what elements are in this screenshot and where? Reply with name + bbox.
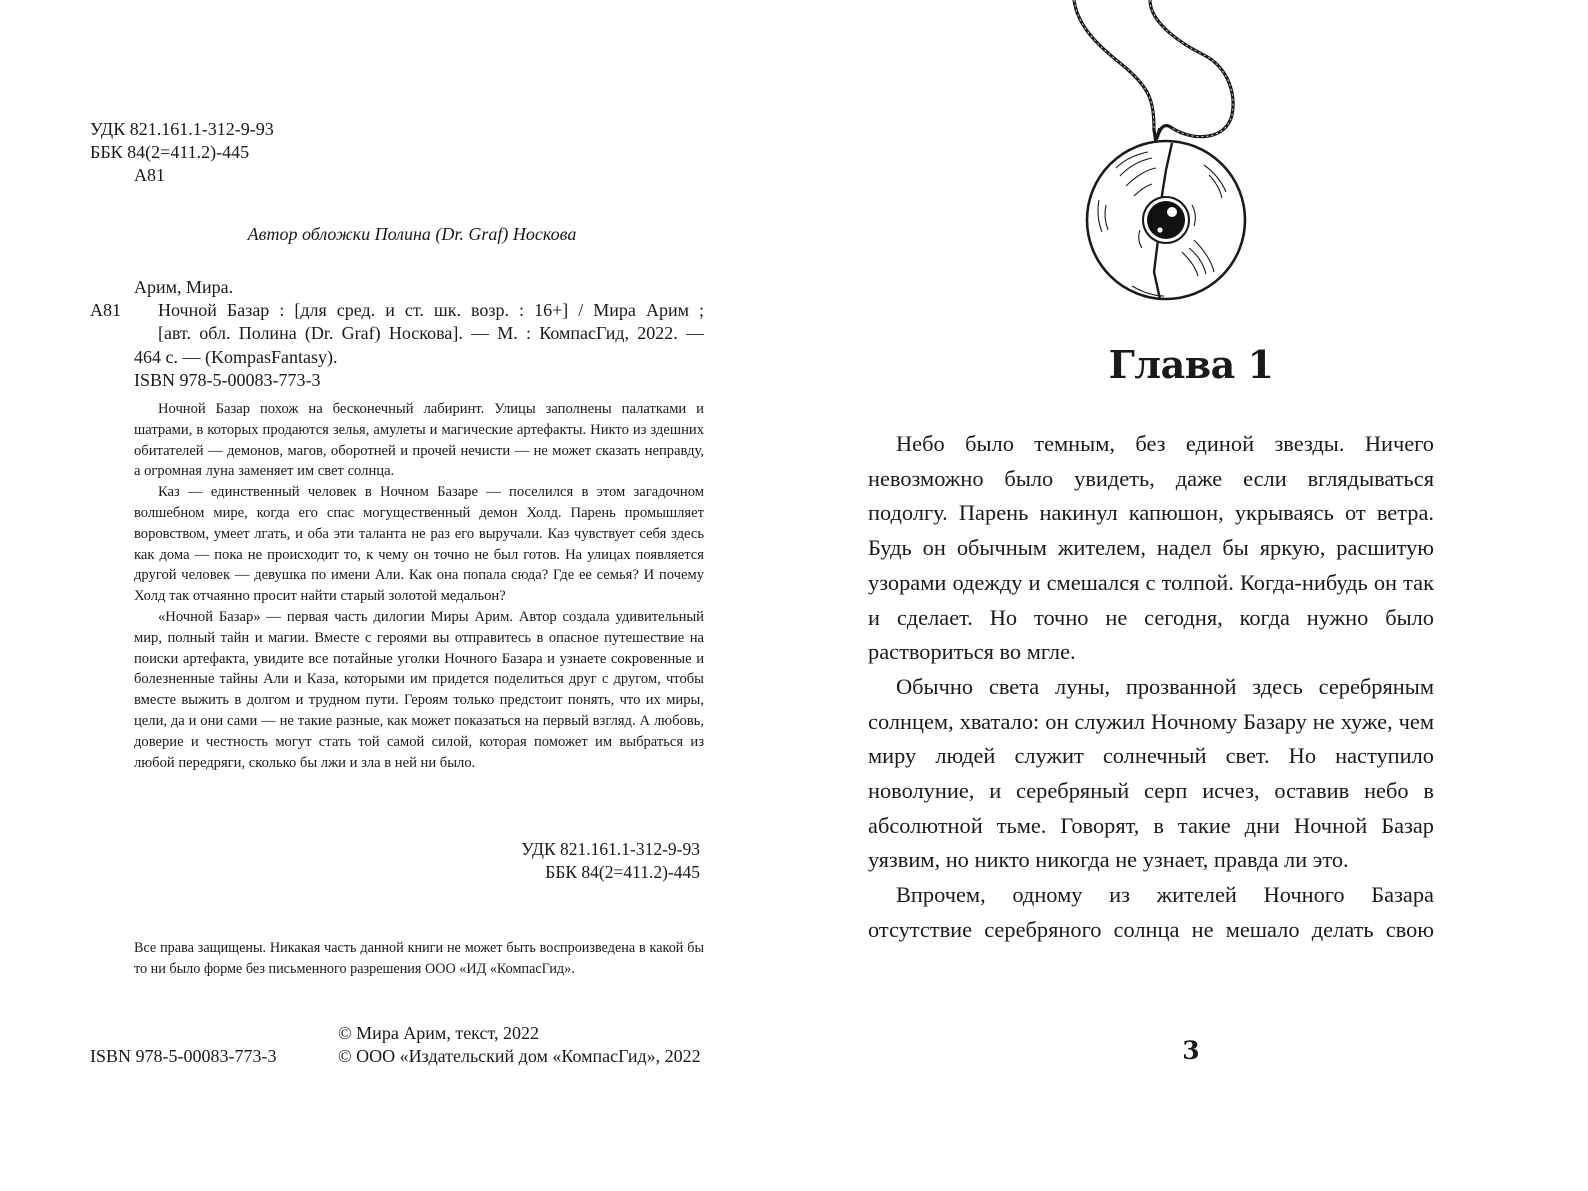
isbn: ISBN 978-5-00083-773-3 <box>90 1046 277 1066</box>
bibliographic-record <box>90 276 704 392</box>
cover-credit: Автор обложки Полина (Dr. Graf) Носкова <box>247 224 577 244</box>
udk-code: УДК 821.161.1-312-9-93 <box>521 839 700 859</box>
bbk-code: ББК 84(2=411.2)-445 <box>545 862 700 882</box>
author-sign: А81 <box>134 165 165 185</box>
copyright-publisher: © ООО «Издательский дом «КомпасГид», 2022 <box>338 1046 701 1066</box>
annotation <box>134 399 704 773</box>
classification-block <box>90 118 274 187</box>
annotation-codes <box>134 838 700 884</box>
chapter-title: Глава 1 <box>1108 342 1274 387</box>
body-paragraph: Небо было темным, без единой звезды. Ничего невозможно было увидеть, даже если вглядываться подолгу. Парень накинул капюшон, укрываясь от ветра. Будь он обычным жителем, надел бы яркую, расшитую узорами одежду и смешался с толпой. Когда-нибудь он так и сделает. Но точно не сегодня, когда нужно было раствориться во мгле. <box>868 431 1434 665</box>
author-heading: Арим, Мира. <box>134 277 234 297</box>
body-paragraph: Обычно света луны, прозванной здесь серебряным солнцем, хватало: он служил Ночному Базару не хуже, чем миру людей служит солнечный свет. Но наступило новолуние, и серебряный серп исчез, оставив небо в абсолютной тьме. Говорят, в такие дни Ночной Базар уязвим, но никто никогда не узнает, правда ли это. <box>868 673 1434 873</box>
annotation-paragraph: «Ночной Базар» — первая часть дилогии Миры Арим. Автор создала удивительный мир, полный тайн и магии. Вместе с героями вы отправитесь в опасное путешествие на поиски артефакта, увидите все потайные уголки Ночного Базара и узнаете сокровенные и болезненные тайны Али и Каза, которыми им придется поделиться друг с другом, чтобы вместе выжить в долгом и трудном пути. Героям только предстоит понять, что их миры, цели, да и они сами — не такие разные, как может показаться на первый взгляд. А любовь, доверие и честность могут стать той самой силой, которая поможет им выбраться из любой передряги, сколько бы лжи и зла в ней ни было. <box>134 608 704 771</box>
title-line: Ночной Базар : [для сред. и ст. шк. возр. : 16+] / Мира Арим ; <box>158 300 704 321</box>
udk-code: УДК 821.161.1-312-9-93 <box>90 119 274 139</box>
annotation-paragraph: Каз — единственный человек в Ночном Базаре — поселился в этом загадочном волшебном мире, когда его спас могущественный демон Холд. Парень промышляет воровством, умеет лгать, и оба эти таланта не раз его выручали. Каз чувствует себя здесь как дома — пока не происходит то, к чему он точно не был готов. На улицах появляется другой человек — девушка по имени Али. Как она попала сюда? Где ее семья? И почему Холд так отчаянно просит найти старый золотой медальон? <box>134 484 704 605</box>
copyright-text: © Мира Арим, текст, 2022 <box>338 1023 539 1043</box>
page-number: 3 <box>1182 1036 1200 1065</box>
right-page-chapter <box>794 0 1588 1191</box>
pages-series-line: 464 с. — (KompasFantasy). <box>134 346 338 367</box>
record-code: А81 <box>90 300 121 321</box>
title-line-2: [авт. обл. Полина (Dr. Graf) Носкова]. — М. : КомпасГид, 2022. — <box>158 323 704 344</box>
chapter-body <box>868 427 1434 948</box>
title-row <box>90 299 704 322</box>
medallion-illustration-icon <box>1054 0 1254 310</box>
copyright-block <box>338 1022 701 1068</box>
rights-notice: Все права защищены. Никакая часть данной книги не может быть воспроизведена в какой бы то ни было форме без письменного разрешения ООО «ИД «КомпасГид». <box>134 940 704 977</box>
annotation-paragraph: Ночной Базар похож на бесконечный лабиринт. Улицы заполнены палатками и шатрами, в которых продаются зелья, амулеты и магические артефакты. Никто из здешних обитателей — демонов, магов, оборотней и прочей нечисти — не может сказать неправду, а огромная луна заменяет им свет солнца. <box>134 401 704 480</box>
bbk-code: ББК 84(2=411.2)-445 <box>90 142 250 162</box>
isbn-line: ISBN 978-5-00083-773-3 <box>134 369 321 390</box>
body-paragraph: Впрочем, одному из жителей Ночного Базара отсутствие серебряного солнца не мешало делать свою <box>868 882 1434 942</box>
